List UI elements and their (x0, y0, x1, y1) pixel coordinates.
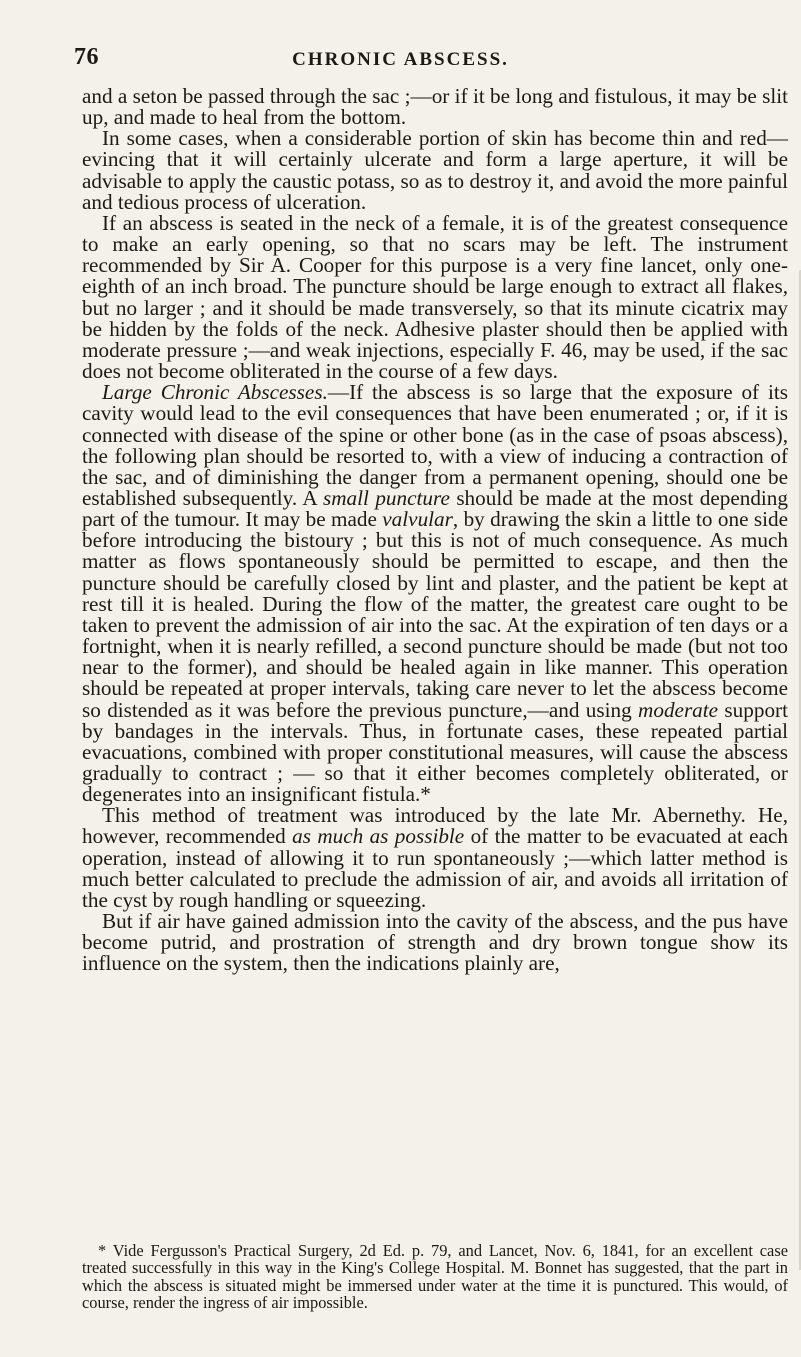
footnote (82, 1242, 788, 1312)
paragraph-text: —If the abscess is so large that the exposure of its cavity would lead to the evil consequences that have been enumerated ; or, if it is connected with disease of the spine or other bone (as in the case of psoas abscess), the following plan should be resorted to, with a view of inducing a contraction of the sac, and of diminishing the danger from a permanent opening, should one be established subsequently. A (82, 380, 788, 510)
emphasis-small-puncture: small puncture (322, 485, 450, 510)
paragraph-neck-abscess: If an abscess is seated in the neck of a female, it is of the greatest consequence to make an early opening, so that no scars may be left. The instrument recommended by Sir A. Cooper for this purpose is a very fine lancet, only one-eighth of an inch broad. The puncture should be large enough to extract all flakes, but no larger ; and it should be made transversely, so that its minute cicatrix may be hidden by the folds of the neck. Adhesive plaster should then be applied with moderate pressure ;—and weak injections, especially F. 46, may be used, if the sac does not become obliterated in the course of a few days. (82, 210, 788, 384)
paragraph-text: of the matter to be evacuated at each operation, instead of allowing it to run spontaneously ;—which latter method is much better calculated to preclude the admission of air, and avoids all irritation of the cyst by rough handling or squeezing. (82, 824, 788, 912)
page-number: 76 (74, 44, 99, 70)
paragraph-text: This method of treatment was introduced by the late Mr. Abernethy. He, however, recommended (82, 803, 788, 849)
paragraph-air-admission: But if air have gained admission into the cavity of the abscess, and the pus have become putrid, and prostration of strength and dry brown tongue show its influence on the system, then the indications plainly are, (82, 909, 788, 976)
paragraph-text: should be made at the most depending part of the tumour. It may be made (82, 485, 788, 532)
paragraph-text: , by drawing the skin a little to one side before introducing the bistoury ; but this is not of much consequence. As much matter as flows spontaneously should be permitted to escape, and then the puncture should be carefully closed by lint and plaster, and the patient be kept at rest till it is healed. During the flow of the matter, the greatest care ought to be taken to prevent the admission of air into the sac. At the expiration of ten days or a fortnight, when it is nearly refilled, a second puncture should be made (but not too near to the former), and should be healed again in like manner. This operation should be repeated at proper intervals, taking care never to let the abscess become so distended as it was before the previous puncture,—and using (82, 507, 789, 722)
footnote-text: * Vide Fergusson's Practical Surgery, 2d Ed. p. 79, and Lancet, Nov. 6, 1841, for an excellent case treated successfully in this way in the King's College Hospital. M. Bonnet has suggested, that the part in which the abscess is situated might be immersed under water at the time it is punctured. This would, of course, render the ingress of air impossible. (82, 1241, 788, 1313)
paragraph-abernethy-method (82, 805, 788, 911)
paragraph-large-chronic-abscesses (82, 382, 788, 805)
emphasis-as-much-as-possible: as much as possible (292, 824, 465, 849)
emphasis-moderate: moderate (638, 697, 719, 722)
body-text (82, 86, 788, 975)
paragraph-seton: and a seton be passed through the sac ;—or if it be long and fistulous, it may be slit up, and made to heal from the bottom. (82, 84, 788, 130)
running-head: CHRONIC ABSCESS. (292, 49, 509, 70)
paragraph-text: support by bandages in the intervals. Thus, in fortunate cases, these repeated partial evacuations, combined with proper constitutional measures, will cause the abscess gradually to contract ; — so that it either becomes completely obliterated, or degenerates into an insignificant fistula.* (82, 697, 788, 807)
section-heading-large-chronic-abscesses: Large Chronic Abscesses. (102, 380, 328, 405)
paragraph-caustic-potass: In some cases, when a considerable portion of skin has become thin and red—evincing that it will certainly ulcerate and form a large aperture, it will be advisable to apply the caustic potass, so as to destroy it, and avoid the more painful and tedious process of ulceration. (82, 126, 788, 214)
emphasis-valvular: valvular (382, 507, 453, 532)
